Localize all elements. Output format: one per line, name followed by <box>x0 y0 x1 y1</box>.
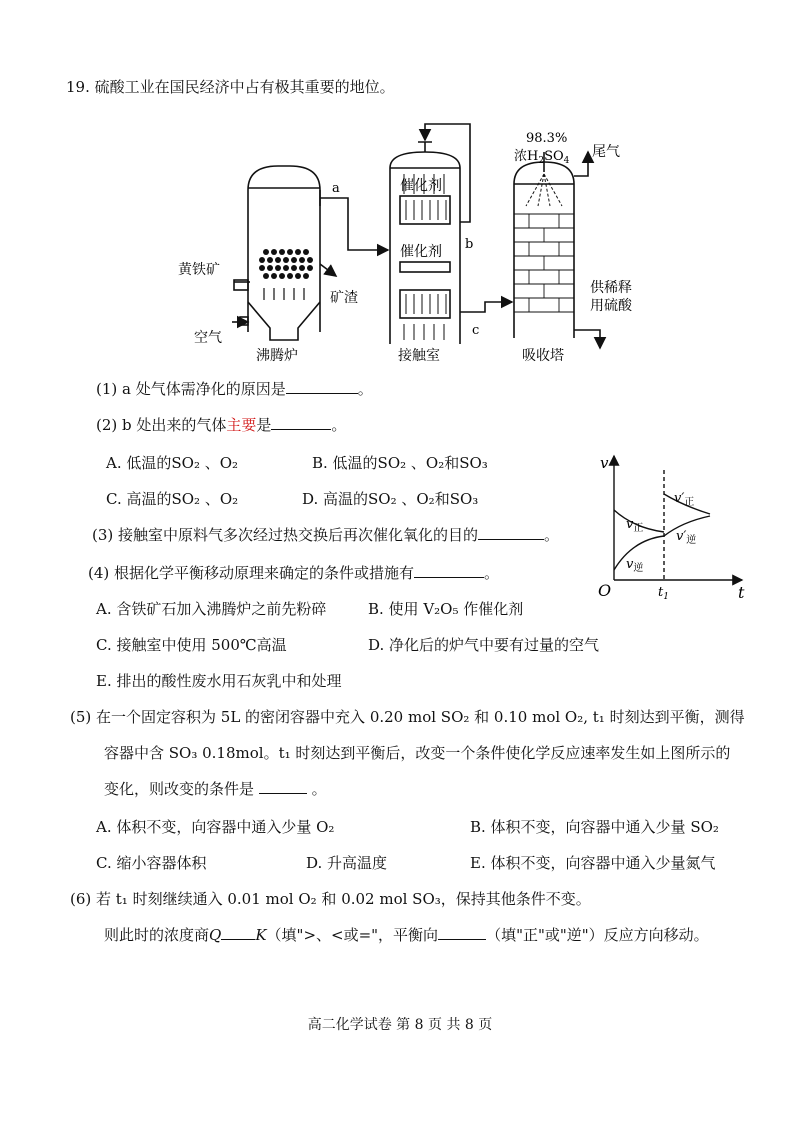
question-5-line-1: (5) 在一个固定容积为 5L 的密闭容器中充入 0.20 mol SO₂ 和 0.10 mol O₂, t₁ 时刻达到平衡，测得 <box>70 708 745 726</box>
question-4: (4) 根据化学平衡移动原理来确定的条件或措施有 。 <box>88 564 500 582</box>
label-a: a <box>332 181 340 196</box>
question-3: (3) 接触室中原料气多次经过热交换后再次催化氧化的目的 。 <box>92 526 560 544</box>
q2-option-b: B. 低温的SO₂ 、O₂和SO₃ <box>312 454 488 472</box>
conc-acid-label: 浓$H_2SO_4$ <box>514 149 570 166</box>
answer-blank-4[interactable] <box>414 563 484 578</box>
q5-option-e: E. 体积不变，向容器中通入少量氮气 <box>470 854 716 872</box>
v-forward-label: $v_正$ <box>626 517 644 534</box>
q2-option-d: D. 高温的SO₂ 、O₂和SO₃ <box>302 490 479 508</box>
catalyst-mid-label: 催化剂 <box>400 244 442 260</box>
contact-chamber-label: 接触室 <box>398 348 440 362</box>
y-axis-label: v <box>600 454 609 472</box>
question-6-line-2: 则此时的浓度商Q K（填">、<或="，平衡向 （填"正"或"逆"）反应方向移动。 <box>104 926 709 944</box>
acid-percent-label: 98.3% <box>526 131 568 146</box>
pipe-b <box>425 124 470 222</box>
answer-blank-2[interactable] <box>271 415 331 430</box>
acid-outlet <box>574 330 600 348</box>
dilute-acid-label-1: 供稀释 <box>590 280 632 296</box>
furnace-vessel <box>248 166 320 332</box>
v-reverse-label: $v_逆$ <box>626 557 644 574</box>
tail-gas-outlet <box>574 152 588 176</box>
answer-blank-6a[interactable] <box>221 925 255 940</box>
question-5-line-2: 容器中含 SO₃ 0.18mol。t₁ 时刻达到平衡后，改变一个条件使化学反应速率发生如上图所示的 <box>104 744 731 762</box>
label-b: b <box>465 237 474 252</box>
question-6-line-1: (6) 若 t₁ 时刻继续通入 0.01 mol O₂ 和 0.02 mol SO₃，保持其他条件不变。 <box>70 890 591 908</box>
q5-option-d: D. 升高温度 <box>306 854 388 872</box>
q4-option-a: A. 含铁矿石加入沸腾炉之前先粉碎 <box>96 600 327 618</box>
furnace-label: 沸腾炉 <box>256 348 298 362</box>
catalyst-top-label: 催化剂 <box>400 178 442 194</box>
air-label: 空气 <box>194 330 222 346</box>
question-2: (2) b 处出来的气体主要是 。 <box>96 416 347 434</box>
q2-option-a: A. 低温的SO₂ 、O₂ <box>106 454 239 472</box>
slag-label: 矿渣 <box>330 290 358 306</box>
page-footer: 高二化学试卷 第 8 页 共 8 页 <box>307 1017 493 1033</box>
rate-time-graph <box>592 448 752 608</box>
origin-label: O <box>598 581 612 600</box>
pyrite-label: 黄铁矿 <box>178 262 220 278</box>
v-reverse-prime-label: $v'_逆$ <box>676 529 697 546</box>
q2-option-c: C. 高温的SO₂ 、O₂ <box>106 490 239 508</box>
question-1: (1) a 处气体需净化的原因是 。 <box>96 380 373 398</box>
q4-option-d: D. 净化后的炉气中要有过量的空气 <box>368 636 600 654</box>
t1-label: $t_1$ <box>658 585 669 602</box>
tail-gas-label: 尾气 <box>592 144 620 160</box>
x-axis-label: t <box>738 583 745 602</box>
q5-option-b: B. 体积不变，向容器中通入少量 SO₂ <box>470 818 719 836</box>
label-c: c <box>472 323 480 338</box>
q5-option-a: A. 体积不变，向容器中通入少量 O₂ <box>96 818 335 836</box>
q5-option-c: C. 缩小容器体积 <box>96 854 207 872</box>
answer-blank-5[interactable] <box>259 779 307 794</box>
answer-blank-3[interactable] <box>478 525 544 540</box>
absorption-tower-label: 吸收塔 <box>522 348 564 362</box>
question-5-line-3: 变化，则改变的条件是 。 <box>104 780 327 798</box>
pipe-c <box>460 302 512 312</box>
pipe-a <box>320 198 388 250</box>
q4-option-c: C. 接触室中使用 500℃高温 <box>96 636 287 654</box>
answer-blank-1[interactable] <box>286 379 358 394</box>
v-forward-prime-label: $v'_正$ <box>674 491 695 508</box>
q4-option-e: E. 排出的酸性废水用石灰乳中和处理 <box>96 672 342 690</box>
dilute-acid-label-2: 用硫酸 <box>590 298 632 314</box>
v-reverse-prime-curve <box>664 516 710 536</box>
answer-blank-6b[interactable] <box>438 925 486 940</box>
sulfuric-acid-process-diagram <box>160 112 640 362</box>
q4-option-b: B. 使用 V₂O₅ 作催化剂 <box>368 600 524 618</box>
question-title: 19. 硫酸工业在国民经济中占有极其重要的地位。 <box>66 78 395 96</box>
